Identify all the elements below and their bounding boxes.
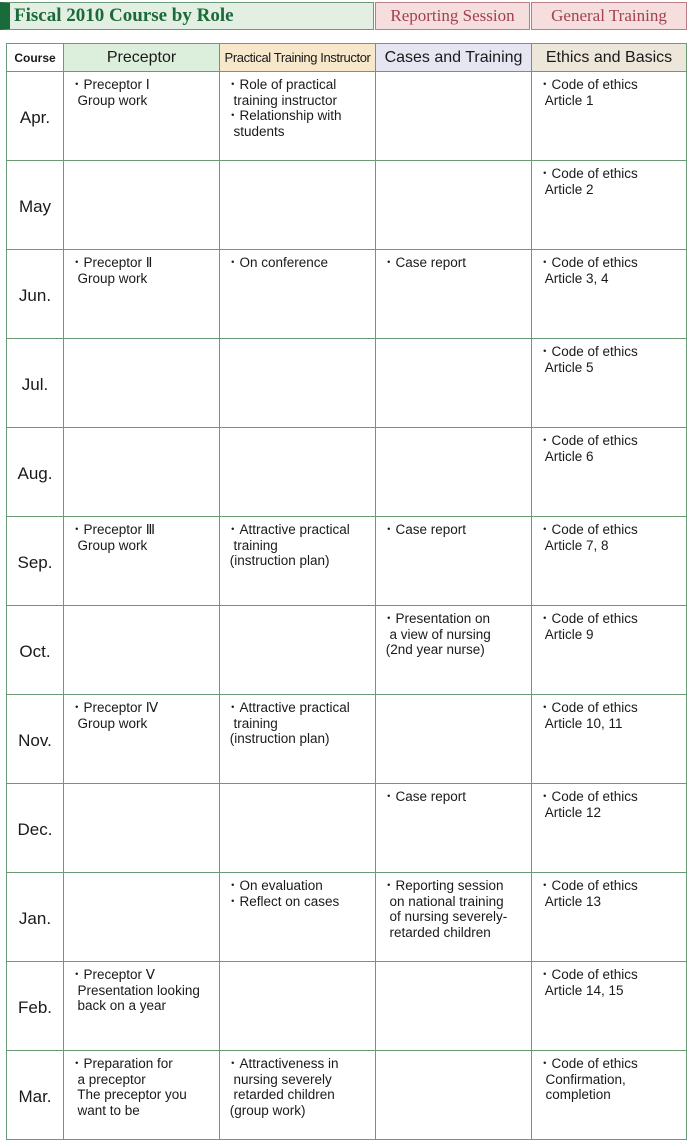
month-label: Jan. [7, 873, 64, 962]
instructor-text: ・Attractive practical training (instruction plan) [226, 522, 350, 568]
cases-cell [376, 517, 532, 606]
table-row [7, 339, 687, 428]
ethics-cell [532, 161, 687, 250]
month-label: May [7, 161, 64, 250]
ethics-cell [532, 250, 687, 339]
legend-general-training: General Training [531, 2, 687, 30]
instructor-cell [220, 72, 376, 161]
preceptor-cell [64, 339, 220, 428]
ethics-text: ・Code of ethics Article 3, 4 [538, 255, 638, 286]
column-header-ethics: Ethics and Basics [532, 44, 687, 72]
cases-cell [376, 428, 532, 517]
table-row [7, 428, 687, 517]
cases-cell [376, 606, 532, 695]
month-label: Mar. [7, 1051, 64, 1140]
preceptor-text: ・Preceptor Ⅴ Presentation looking back on a year [70, 967, 200, 1013]
column-header-course: Course [7, 44, 64, 72]
instructor-cell [220, 339, 376, 428]
cases-cell [376, 1051, 532, 1140]
preceptor-cell [64, 695, 220, 784]
preceptor-text: ・Preceptor Ⅳ Group work [70, 700, 159, 731]
preceptor-cell [64, 1051, 220, 1140]
title-bar [0, 0, 687, 32]
cases-text: ・Case report [382, 255, 467, 270]
page-title: Fiscal 2010 Course by Role [0, 2, 374, 30]
instructor-cell [220, 428, 376, 517]
cases-cell [376, 873, 532, 962]
cases-text: ・Reporting session on national training of nursing severely- retarded children [382, 878, 508, 940]
month-label: Jun. [7, 250, 64, 339]
instructor-text: ・On evaluation ・Reflect on cases [226, 878, 340, 909]
preceptor-cell [64, 517, 220, 606]
instructor-cell [220, 1051, 376, 1140]
table-header-row [7, 44, 687, 72]
preceptor-cell [64, 428, 220, 517]
preceptor-cell [64, 873, 220, 962]
ethics-text: ・Code of ethics Article 12 [538, 789, 638, 820]
preceptor-cell [64, 962, 220, 1051]
ethics-cell [532, 1051, 687, 1140]
instructor-text: ・Attractiveness in nursing severely retarded children (group work) [226, 1056, 339, 1118]
month-label: Feb. [7, 962, 64, 1051]
ethics-text: ・Code of ethics Article 10, 11 [538, 700, 638, 731]
table-row [7, 1051, 687, 1140]
cases-cell [376, 784, 532, 873]
ethics-text: ・Code of ethics Article 5 [538, 344, 638, 375]
instructor-text: ・On conference [226, 255, 329, 270]
column-header-instructor: Practical Training Instructor [220, 44, 376, 72]
table-row [7, 962, 687, 1051]
instructor-cell [220, 606, 376, 695]
preceptor-text: ・Preparation for a preceptor The preceptor you want to be [70, 1056, 187, 1118]
ethics-text: ・Code of ethics Article 6 [538, 433, 638, 464]
preceptor-cell [64, 784, 220, 873]
course-schedule-table [6, 43, 687, 1140]
table-row [7, 161, 687, 250]
preceptor-text: ・Preceptor Ⅰ Group work [70, 77, 150, 108]
ethics-cell [532, 784, 687, 873]
ethics-text: ・Code of ethics Article 13 [538, 878, 638, 909]
table-row [7, 784, 687, 873]
table-row [7, 695, 687, 784]
preceptor-cell [64, 606, 220, 695]
instructor-text: ・Role of practical training instructor ・Relationship with students [226, 77, 342, 139]
cases-cell [376, 962, 532, 1051]
cases-cell [376, 250, 532, 339]
ethics-cell [532, 428, 687, 517]
ethics-cell [532, 339, 687, 428]
ethics-cell [532, 873, 687, 962]
ethics-cell [532, 517, 687, 606]
month-label: Apr. [7, 72, 64, 161]
ethics-text: ・Code of ethics Confirmation, completion [538, 1056, 638, 1102]
instructor-cell [220, 161, 376, 250]
preceptor-cell [64, 72, 220, 161]
column-header-preceptor: Preceptor [64, 44, 220, 72]
preceptor-cell [64, 161, 220, 250]
preceptor-cell [64, 250, 220, 339]
ethics-text: ・Code of ethics Article 9 [538, 611, 638, 642]
month-label: Sep. [7, 517, 64, 606]
ethics-text: ・Code of ethics Article 2 [538, 166, 638, 197]
month-label: Dec. [7, 784, 64, 873]
legend-reporting-session: Reporting Session [375, 2, 530, 30]
column-header-cases: Cases and Training [376, 44, 532, 72]
cases-cell [376, 695, 532, 784]
table-row [7, 250, 687, 339]
cases-cell [376, 161, 532, 250]
month-label: Jul. [7, 339, 64, 428]
ethics-text: ・Code of ethics Article 7, 8 [538, 522, 638, 553]
instructor-cell [220, 695, 376, 784]
table-row [7, 72, 687, 161]
cases-text: ・Case report [382, 522, 467, 537]
table-row [7, 873, 687, 962]
instructor-cell [220, 250, 376, 339]
ethics-cell [532, 606, 687, 695]
ethics-cell [532, 72, 687, 161]
instructor-text: ・Attractive practical training (instruction plan) [226, 700, 350, 746]
table-row [7, 606, 687, 695]
instructor-cell [220, 517, 376, 606]
ethics-text: ・Code of ethics Article 14, 15 [538, 967, 638, 998]
cases-text: ・Presentation on a view of nursing (2nd year nurse) [382, 611, 491, 657]
month-label: Oct. [7, 606, 64, 695]
cases-cell [376, 339, 532, 428]
ethics-text: ・Code of ethics Article 1 [538, 77, 638, 108]
instructor-cell [220, 873, 376, 962]
preceptor-text: ・Preceptor Ⅱ Group work [70, 255, 153, 286]
cases-cell [376, 72, 532, 161]
month-label: Nov. [7, 695, 64, 784]
ethics-cell [532, 962, 687, 1051]
cases-text: ・Case report [382, 789, 467, 804]
preceptor-text: ・Preceptor Ⅲ Group work [70, 522, 156, 553]
ethics-cell [532, 695, 687, 784]
table-row [7, 517, 687, 606]
instructor-cell [220, 962, 376, 1051]
month-label: Aug. [7, 428, 64, 517]
instructor-cell [220, 784, 376, 873]
